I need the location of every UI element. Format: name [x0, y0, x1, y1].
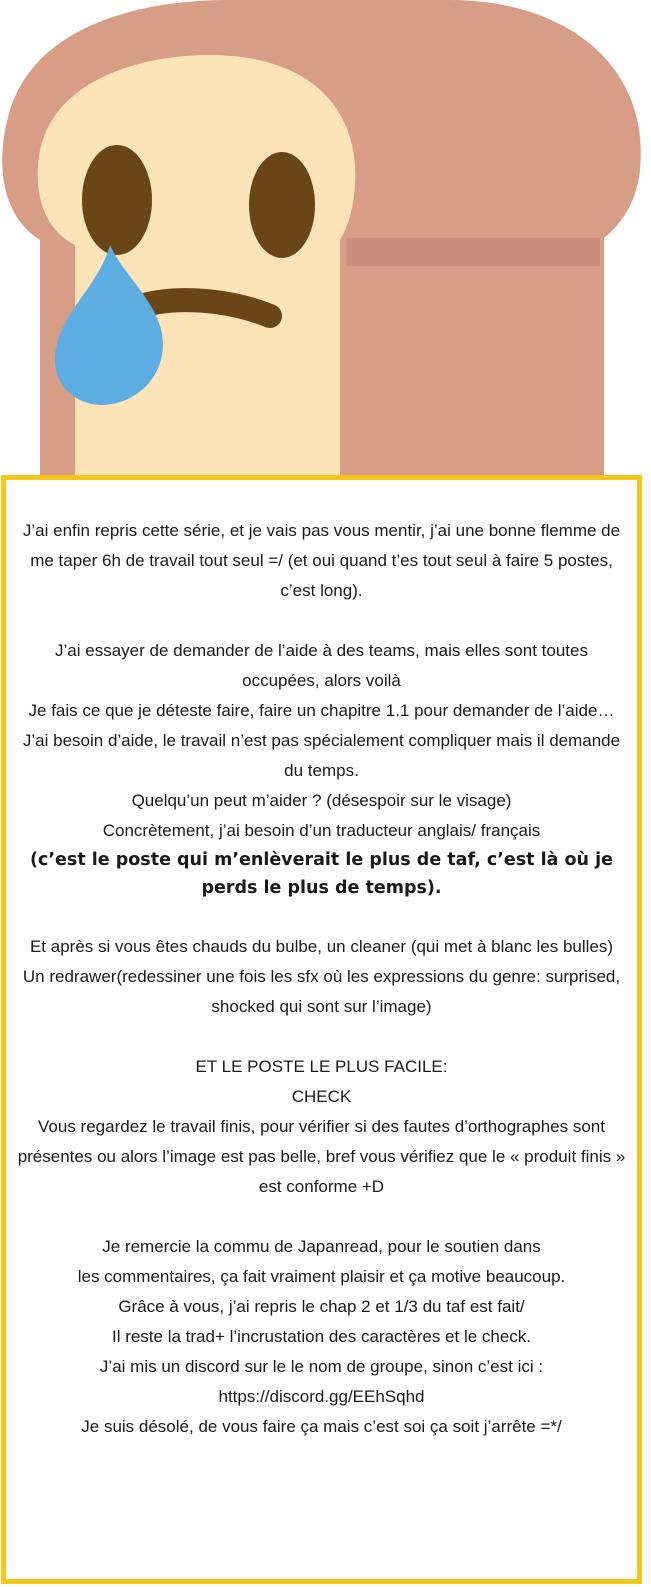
translator-request: Concrètement, j’ai besoin d’un traducteur anglais/ français [102, 821, 541, 840]
left-eye [82, 145, 152, 255]
discord-link[interactable]: https://discord.gg/EEhSqhd [218, 1387, 425, 1406]
easy-heading: ET LE POSTE LE PLUS FACILE: [195, 1057, 448, 1076]
crying-bread-icon [0, 0, 651, 490]
intro-text: J’ai enfin repris cette série, et je vais pas vous mentir, j’ai une bonne flemme de me taper 6h de travail tout seul =/ (et oui quand t’es tout seul à faire 5 postes, c’est long). [22, 521, 621, 600]
discord-note: J’ai mis un discord sur le le nom de groupe, sinon c’est ici : [99, 1357, 544, 1376]
need-question-text: Quelqu’un peut m’aider ? (désespoir sur le visage) [131, 791, 512, 810]
teams-text-2: Je fais ce que je déteste faire, faire un chapitre 1.1 pour demander de l’aide… [28, 701, 615, 720]
right-eye [249, 152, 315, 258]
teams-text-1: J’ai essayer de demander de l’aide à des teams, mais elles sont toutes occupées, alors voilà [55, 641, 588, 690]
closing-text: Je suis désolé, de vous faire ça mais c’est soi ça soit j’arrête =*/ [81, 1417, 562, 1436]
message-body [14, 516, 629, 1442]
crust-stripe [346, 238, 600, 266]
emphasis-content: c’est le poste qui m’enlèverait le plus de taf, c’est là où je perds le plus de temps). [38, 850, 613, 898]
bread-crumb [38, 55, 356, 490]
emphasis-text [14, 846, 629, 902]
check-heading: CHECK [291, 1087, 352, 1106]
thanks-text-2: les commentaires, ça fait vraiment plaisir et ça motive beaucoup. [77, 1267, 566, 1286]
progress-text: Grâce à vous, j’ai repris le chap 2 et 1/3 du taf est fait/ [118, 1297, 525, 1316]
cleaner-request: Et après si vous êtes chauds du bulbe, un cleaner (qui met à blanc les bulles) [29, 937, 614, 956]
emphasis-paren: ( [30, 850, 39, 870]
message-panel [1, 475, 642, 1584]
check-description: Vous regardez le travail finis, pour vérifier si des fautes d’orthographes sont présentes ou alors l’image est pas belle, bref vous vérifiez que le « produit finis » est conforme +D [17, 1117, 626, 1196]
need-help-text: J’ai besoin d’aide, le travail n’est pas spécialement compliquer mais il demande du temps. [22, 731, 621, 780]
redrawer-request: Un redrawer(redessiner une fois les sfx où les expressions du genre: surprised, shocked qui sont sur l’image) [22, 967, 621, 1016]
remaining-text: Il reste la trad+ l’incrustation des caractères et le check. [111, 1327, 532, 1346]
thanks-text-1: Je remercie la commu de Japanread, pour le soutien dans [102, 1237, 541, 1256]
